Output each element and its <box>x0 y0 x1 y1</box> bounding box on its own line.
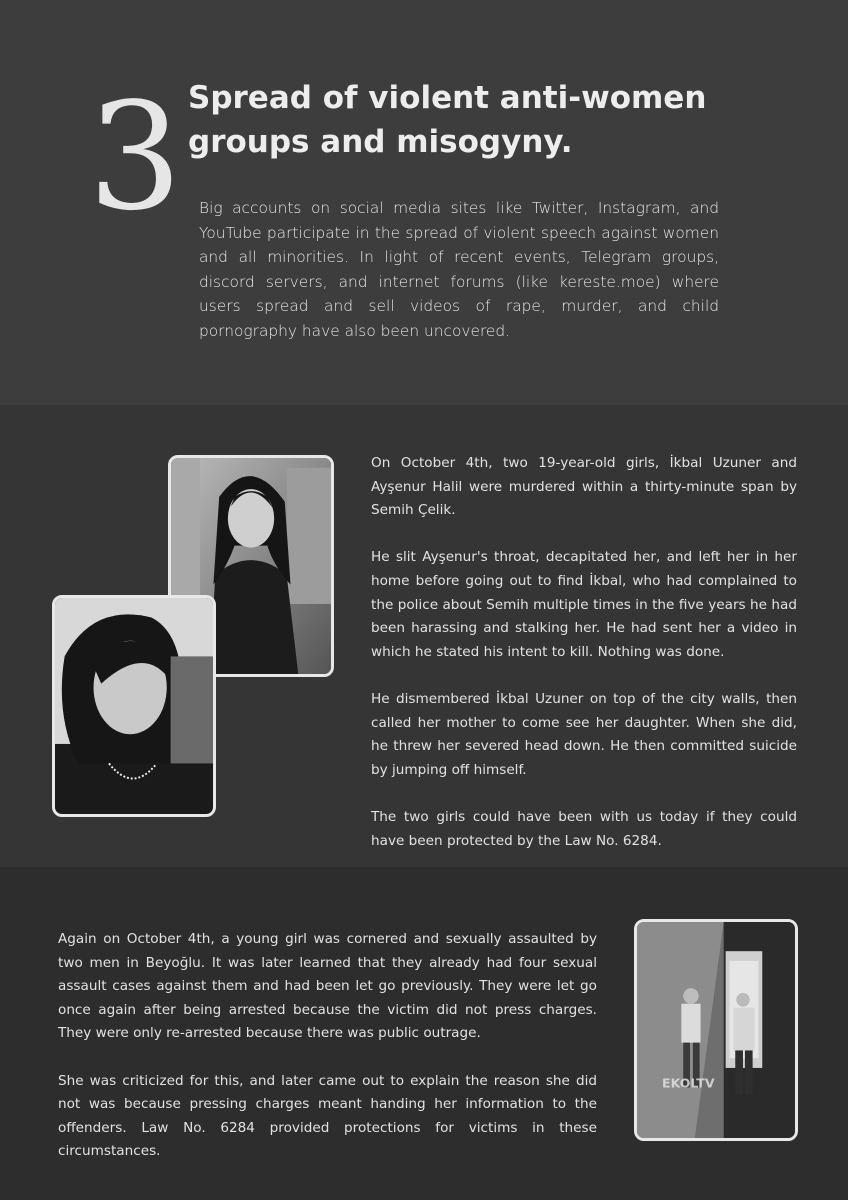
assault-story <box>58 928 597 1164</box>
intro-paragraph: Big accounts on social media sites like Twitter, Instagram, and YouTube participate in the spread of violent speech against women and all minorities. In light of recent events, Telegram groups, discord servers, and internet forums (like kereste.moe) where users spread and sell videos of rape, murder, and child pornography have also been uncovered. <box>199 199 719 340</box>
section-assault <box>0 867 848 1200</box>
photo-watermark: EKOLTV <box>662 1075 715 1091</box>
victims-story <box>371 452 797 853</box>
section-intro <box>0 0 848 405</box>
story-paragraph: Again on October 4th, a young girl was cornered and sexually assaulted by two men in Beyoğlu. It was later learned that they already had four sexual assault cases against them and had been let go previously. They were let go once again after being arrested because the victim did not press charges. They were only re-arrested because there was public outrage. <box>58 931 597 1042</box>
story-paragraph: On October 4th, two 19-year-old girls, İkbal Uzuner and Ayşenur Halil were murdered within a thirty-minute span by Semih Çelik. <box>371 455 797 519</box>
section-number: 3 <box>88 71 181 243</box>
story-paragraph: She was criticized for this, and later came out to explain the reason she did not was because pressing charges meant handing her information to the offenders. Law No. 6284 provided protections for victims in these circumstances. <box>58 1072 597 1160</box>
story-paragraph: He slit Ayşenur's throat, decapitated her, and left her in her home before going out to find İkbal, who had complained to the police about Semih multiple times in the five years he had been harassing and stalking her. He had sent her a video in which he stated his intent to kill. Nothing was done. <box>371 549 797 660</box>
photo-girl-portrait-image <box>55 598 213 814</box>
photo-cctv-street-image <box>637 922 795 1138</box>
section-heading: Spread of violent anti-women groups and misogyny. <box>188 80 707 160</box>
section-victims <box>0 405 848 867</box>
story-paragraph: The two girls could have been with us today if they could have been protected by the Law No. 6284. <box>371 808 797 849</box>
photo-cctv-street <box>634 919 798 1141</box>
photo-girl-portrait <box>52 595 216 817</box>
story-paragraph: He dismembered İkbal Uzuner on top of the city walls, then called her mother to come see her daughter. When she did, he threw her severed head down. He then committed suicide by jumping off himself. <box>371 690 797 778</box>
